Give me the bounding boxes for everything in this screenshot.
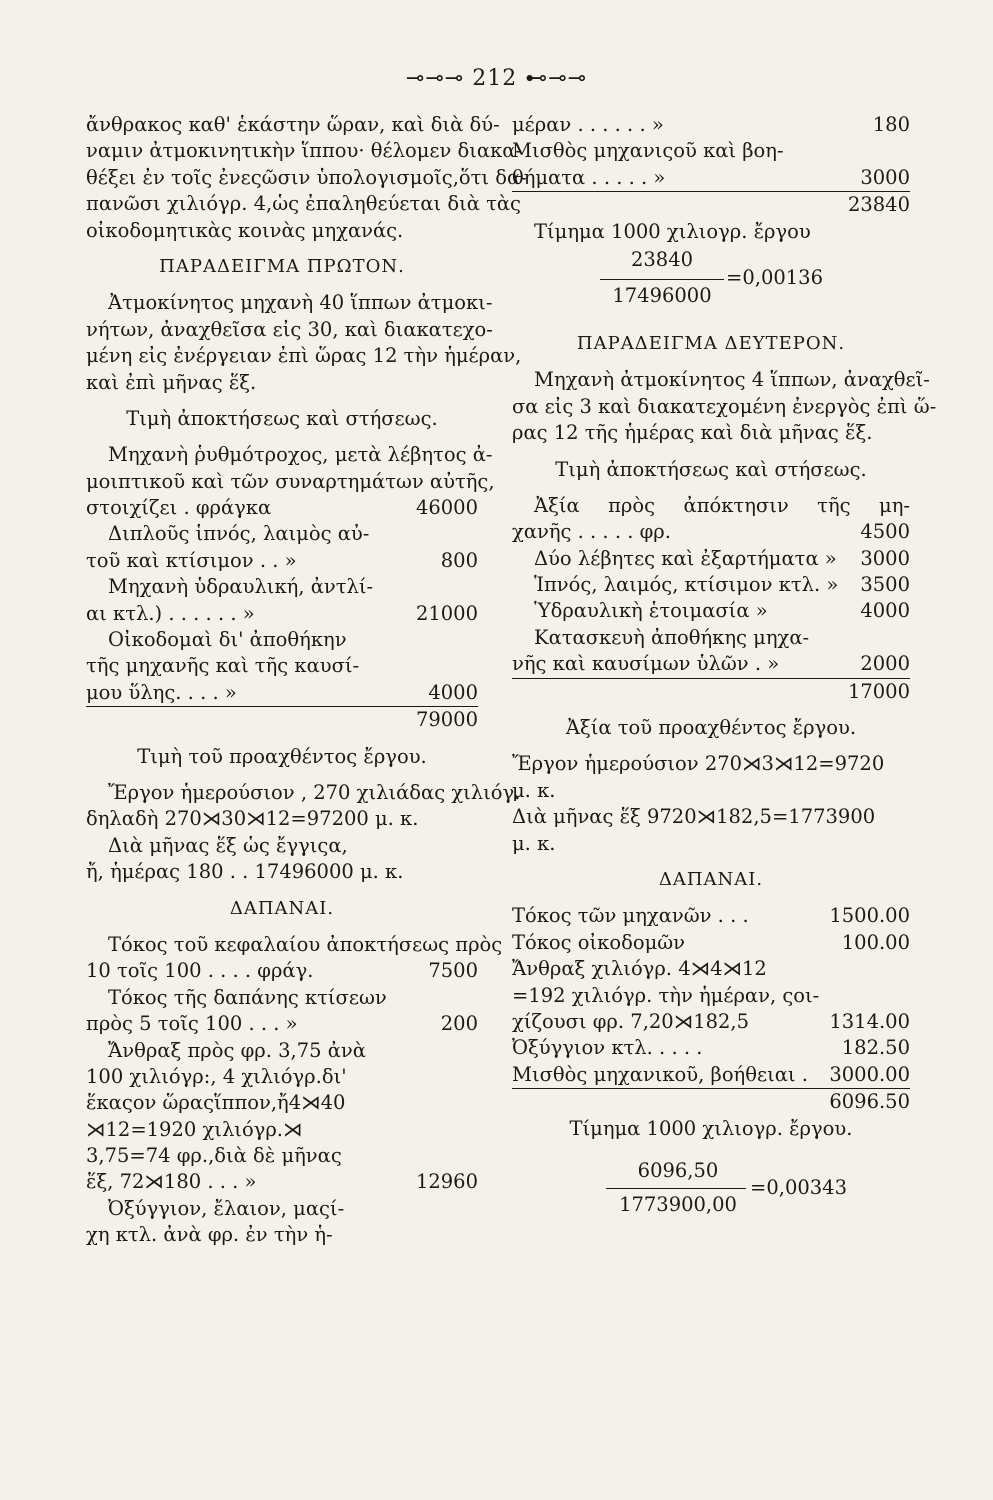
cost-item [512,519,910,545]
section-heading: ΔΑΠΑΝΑΙ. [658,868,764,890]
fraction-numerator: 6096,50 [637,1158,719,1182]
cost-line: Μηχανὴ ῥυθμότροχος, μετὰ λέβητος ἀ- [108,443,493,467]
text-line: μ. κ. [512,778,556,802]
expense-label: χίζουσι φρ. 7,20⋊182,5 [512,1009,750,1033]
expense-amount: 200 [440,1012,478,1036]
expense-line: 100 χιλιόγρ:, 4 χιλιόγρ.δι' [86,1064,347,1088]
cost-line: τῆς μηχανῆς καὶ τῆς καυσί- [86,654,360,678]
fraction-bar [600,279,724,280]
expense-amount: 180 [872,113,910,136]
cost-label: νῆς καὶ καυσίμων ὑλῶν . » [512,652,780,676]
right-column [512,112,937,1224]
total-amount: 6096.50 [829,1090,910,1114]
expense-list-continued [512,112,910,219]
unit-price-label: Τίμημα 1000 χιλιογρ. ἔργου. [569,1116,853,1140]
expense-line: Ὀξύγγιον, ἔλαιον, μαςί- [108,1196,345,1220]
text-line: Μηχανὴ ἀτμοκίνητος 4 ἵππων, ἀναχθεῖ- [534,368,930,392]
cost-amount: 3000 [860,546,910,570]
text-line: δηλαδὴ 270⋊30⋊12=97200 μ. κ. [86,807,419,831]
cost-item [512,651,910,678]
cost-line: Μηχανὴ ὑδραυλική, ἀντλί- [108,575,374,599]
unit-price-label: Τίμημα 1000 χιλιογρ. ἔργου [534,219,811,243]
expense-line: Μισθὸς μηχανιςοῦ καὶ βοη- [512,139,784,163]
expense-amount: 12960 [415,1170,478,1194]
folio-ornament-left: ⊸⊸⊸ [405,66,465,91]
text-line: ρας 12 τῆς ἡμέρας καὶ διὰ μῆνας ἕξ. [512,421,873,445]
expense-label: ἕξ, 72⋊180 . . . » [86,1170,257,1194]
subheading: Τιμὴ τοῦ προαχθέντος ἔργου. [137,744,427,768]
subheading: Ἀξία τοῦ προαχθέντος ἔργου. [565,716,857,740]
expense-item [512,1035,910,1061]
expense-item [512,1009,910,1035]
expense-item [86,1011,478,1037]
text-line: Ἔργον ἡμερούσιον , 270 χιλιάδας χιλιόγ. [108,780,521,804]
fraction-numerator: 23840 [630,247,694,271]
expense-list [512,903,910,1115]
expense-line: Τόκος τοῦ κεφαλαίου ἀποκτήσεως πρὸς [108,932,503,956]
expense-label: Τόκος τῶν μηχανῶν . . . [512,904,749,928]
cost-label: Ὑδραυλικὴ ἑτοιμασία » [534,599,768,623]
cost-item [86,548,478,574]
cost-item [86,680,478,707]
left-column [86,112,527,1249]
cost-total [86,707,478,733]
expense-item [86,1169,478,1195]
cost-label: χανῆς . . . . . φρ. [512,520,671,544]
cost-amount: 800 [440,548,478,572]
expense-amount: 182.50 [841,1036,910,1060]
expense-item [512,112,910,138]
text-line: ἄνθρακος καθ' ἑκάστην ὥραν, καὶ διὰ δύ- [86,113,500,136]
total-amount: 23840 [847,193,910,217]
cost-amount: 46000 [415,496,478,520]
expense-label: Τόκος οἰκοδομῶν [512,930,686,954]
cost-line: Κατασκευὴ ἀποθήκης μηχα- [534,625,810,649]
expense-label: θήματα . . . . . » [512,165,666,189]
cost-line: Οἰκοδομαὶ δι' ἀποθήκην [108,628,347,652]
subheading: Τιμὴ ἀποκτήσεως καὶ στήσεως. [126,406,438,430]
section-heading: ΠΑΡΑΔΕΙΓΜΑ ΔΕΥΤΕΡΟΝ. [576,332,846,354]
expense-amount: 1500.00 [829,904,910,928]
fraction-bar [606,1188,746,1189]
text-line: Ἀτμοκίνητος μηχανὴ 40 ἵππων ἀτμοκι- [108,291,493,315]
page-number: 212 [472,66,518,91]
subheading: Τιμὴ ἀποκτήσεως καὶ στήσεως. [555,457,867,481]
fraction-denominator: 17496000 [612,283,712,307]
cost-amount: 4000 [428,680,478,704]
fraction-result: =0,00343 [750,1175,847,1199]
cost-line: Ἀξία πρὸς ἀπόκτησιν τῆς μη- [534,493,910,517]
expense-amount: 3000 [860,165,910,189]
expense-label: μέραν . . . . . . » [512,113,664,136]
cost-label: στοιχίζει . φράγκα [86,496,272,520]
cost-label: μου ὕλης. . . . » [86,680,237,704]
folio-ornament-right: ⊷⊸⊸ [525,66,588,91]
fraction [512,247,910,325]
expense-label: 10 τοῖς 100 . . . . φράγ. [86,959,314,983]
text-line: Ἔργον ἡμερούσιον 270⋊3⋊12=9720 [512,752,885,776]
cost-item [512,546,910,572]
cost-total [512,679,910,705]
expense-line: =192 χιλιόγρ. τὴν ἡμέραν, ςοι- [512,983,820,1007]
fraction-result: =0,00136 [726,265,823,289]
expense-label: πρὸς 5 τοῖς 100 . . . » [86,1012,298,1036]
text-line: σα εἰς 3 καὶ διακατεχομένη ἐνεργὸς ἐπὶ ὥ- [512,394,937,418]
cost-item [512,598,910,624]
expense-line: Τόκος τῆς δαπάνης κτίσεων [108,985,387,1009]
text-line: μένη εἰς ἐνέργειαν ἐπὶ ὥρας 12 τὴν ἡμέραν, [86,344,522,368]
expense-item [512,903,910,929]
expense-label: Ὀξύγγιον κτλ. . . . . [512,1036,703,1060]
fraction [512,1158,910,1224]
cost-line: Διπλοῦς ἱπνός, λαιμὸς αὐ- [108,522,370,546]
text-line: Διὰ μῆνας ἕξ 9720⋊182,5=1773900 [512,805,876,829]
expense-amount: 1314.00 [829,1009,910,1033]
cost-line: μοιπτικοῦ καὶ τῶν συναρτημάτων αὐτῆς, [86,469,495,493]
text-line: ἤ, ἡμέρας 180 . . 17496000 μ. κ. [86,860,404,884]
text-line: ναμιν ἀτμοκινητικὴν ἵππου· θέλομεν διακα- [86,139,523,163]
expense-item [86,958,478,984]
expense-label: Μισθὸς μηχανικοῦ, βοήθειαι . [512,1062,808,1086]
cost-amount: 2000 [860,652,910,676]
expense-item [512,165,910,192]
cost-label: Δύο λέβητες καὶ ἐξαρτήματα » [534,546,837,570]
text-line: Διὰ μῆνας ἕξ ὡς ἔγγιςα, [108,833,348,857]
cost-label: Ἱπνός, λαιμός, κτίσιμον κτλ. » [534,573,839,597]
text-line: οἰκοδομητικὰς κοινὰς μηχανάς. [86,218,404,242]
expense-amount: 100.00 [841,930,910,954]
text-line: νήτων, ἀναχθεῖσα εἰς 30, καὶ διακατεχο- [86,317,493,341]
cost-label: αι κτλ.) . . . . . . » [86,601,255,625]
expense-line: ἕκαςον ὥραςἵππον,ἤ4⋊40 [86,1091,346,1115]
page-header [0,66,993,91]
cost-amount: 21000 [415,601,478,625]
cost-list [512,493,910,705]
expense-amount: 3000.00 [829,1062,910,1086]
text-line: καὶ ἐπὶ μῆνας ἕξ. [86,370,257,394]
cost-item [86,601,478,627]
work-paragraph [512,751,910,857]
cost-amount: 3500 [860,573,910,597]
expense-item [512,930,910,956]
intro-paragraph [86,112,527,244]
total-amount: 17000 [847,679,910,703]
expense-total [512,192,910,218]
fraction-denominator: 1773900,00 [619,1192,737,1216]
cost-amount: 4000 [860,599,910,623]
section-heading: ΠΑΡΑΔΕΙΓΜΑ ΠΡΩΤΟΝ. [159,255,405,277]
expense-line: 3,75=74 φρ.,διὰ δὲ μῆνας [86,1144,342,1168]
expense-item [512,1062,910,1089]
cost-item [512,572,910,598]
example-paragraph [512,367,937,446]
total-amount: 79000 [415,708,478,732]
cost-amount: 4500 [860,520,910,544]
expense-line: Ἄνθραξ χιλιόγρ. 4⋊4⋊12 [512,957,767,981]
expense-line: ⋊12=1920 χιλιόγρ.⋊ [86,1117,303,1141]
cost-item [86,495,478,521]
text-line: πανῶσι χιλιόγρ. 4,ὡς ἐπαληθεύεται διὰ τὰς [86,192,521,216]
expense-amount: 7500 [428,959,478,983]
cost-list [86,442,495,733]
cost-label: τοῦ καὶ κτίσιμον . . » [86,548,297,572]
expense-line: Ἄνθραξ πρὸς φρ. 3,75 ἀνὰ [108,1038,366,1062]
section-heading: ΔΑΠΑΝΑΙ. [229,897,335,919]
text-line: θέξει ἐν τοῖς ἐνεςῶσιν ὑπολογισμοῖς,ὅτι δα- [86,165,527,189]
expense-line: χη κτλ. ἀνὰ φρ. ἐν τὴν ἡ- [86,1223,333,1247]
expense-total [512,1089,910,1115]
example-paragraph [86,290,522,396]
work-paragraph [86,780,521,886]
expense-list [86,932,503,1249]
text-line: μ. κ. [512,831,556,855]
